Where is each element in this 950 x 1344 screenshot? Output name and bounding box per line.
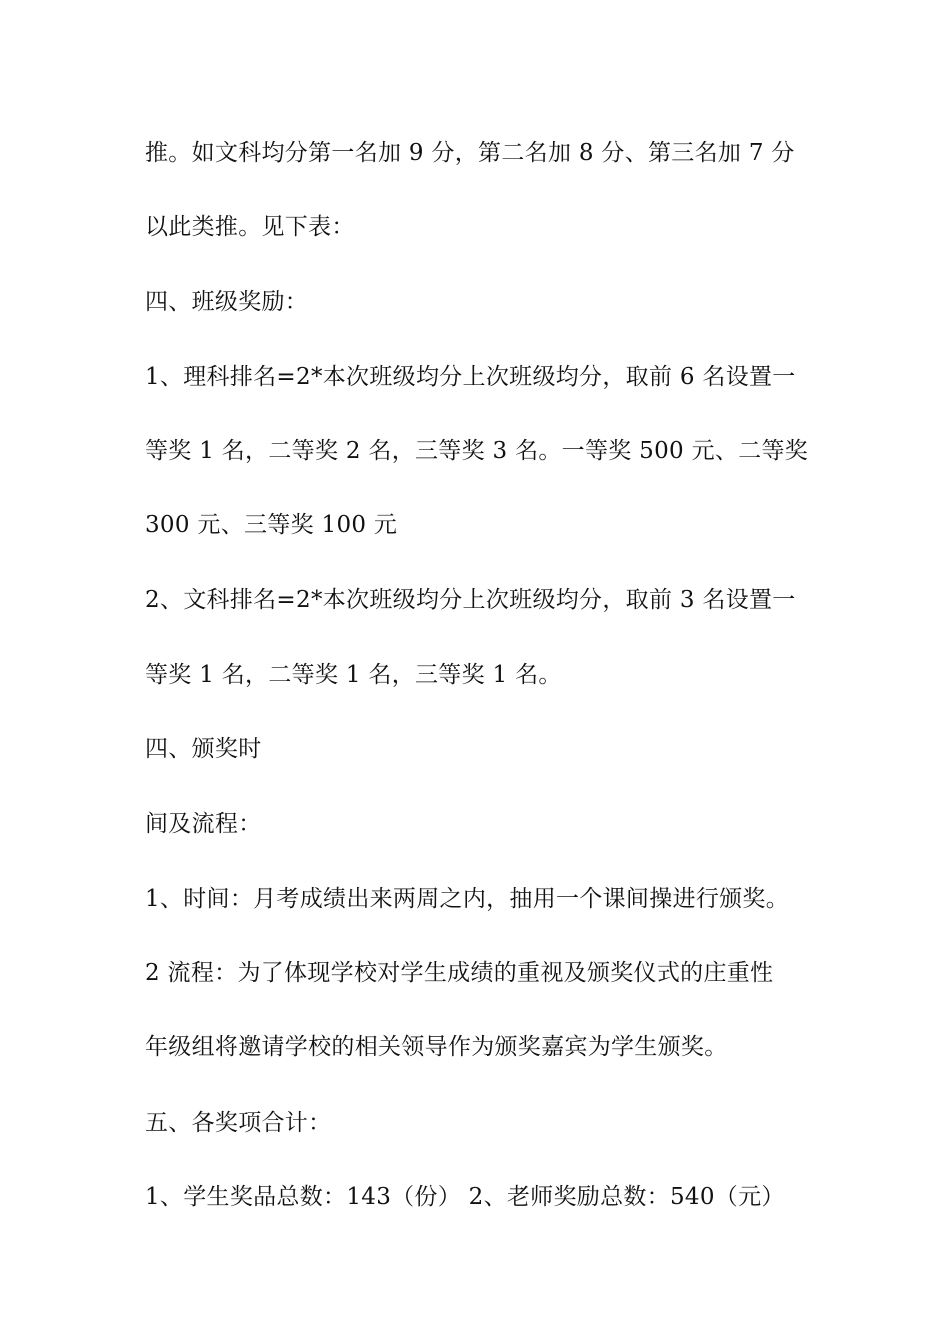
text-line-12: 2 流程：为了体现学校对学生成绩的重视及颁奖仪式的庄重性: [145, 960, 774, 986]
text-line-4: 1、理科排名=2*本次班级均分上次班级均分，取前 6 名设置一: [145, 364, 796, 390]
text-line-5: 等奖 1 名，二等奖 2 名，三等奖 3 名。一等奖 500 元、二等奖: [145, 438, 809, 464]
text-line-15: 1、学生奖品总数：143（份） 2、老师奖励总数：540（元）: [145, 1184, 785, 1210]
text-line-7: 2、文科排名=2*本次班级均分上次班级均分，取前 3 名设置一: [145, 587, 796, 613]
text-line-2: 以此类推。见下表：: [145, 214, 355, 240]
section-heading-class-awards: 四、班级奖励：: [145, 289, 309, 315]
section-heading-award-time: 四、颁奖时: [145, 736, 262, 762]
text-line-1: 推。如文科均分第一名加 9 分，第二名加 8 分、第三名加 7 分: [145, 140, 795, 166]
text-line-13: 年级组将邀请学校的相关领导作为颁奖嘉宾为学生颁奖。: [145, 1034, 728, 1060]
text-line-10: 间及流程：: [145, 811, 262, 837]
text-line-11: 1、时间：月考成绩出来两周之内，抽用一个课间操进行颁奖。: [145, 886, 790, 912]
text-line-8: 等奖 1 名，二等奖 1 名，三等奖 1 名。: [145, 662, 562, 688]
section-heading-award-totals: 五、各奖项合计：: [145, 1110, 332, 1136]
text-line-6: 300 元、三等奖 100 元: [145, 512, 398, 538]
